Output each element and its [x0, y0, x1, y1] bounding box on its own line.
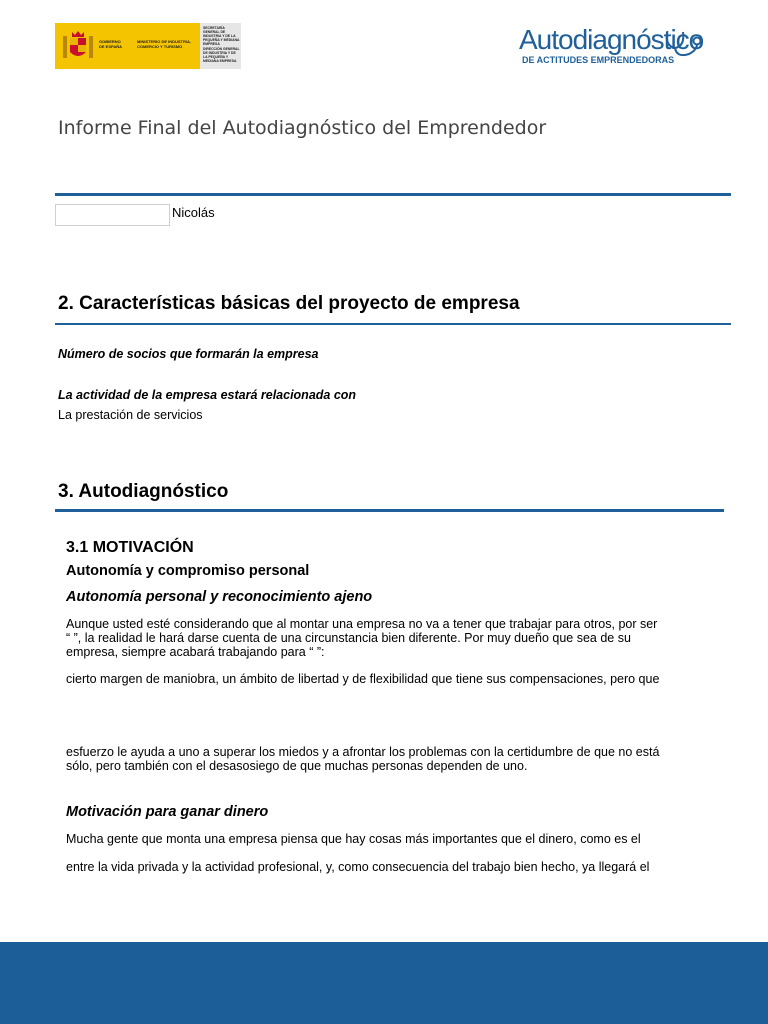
- autonomy-heading: Autonomía personal y reconocimiento ajeno: [66, 589, 373, 605]
- money-paragraph-1: Mucha gente que monta una empresa piensa que hay cosas más importantes que el dinero, como es el: [66, 832, 641, 846]
- gov-logo-dir-general: DIRECCIÓN GENERAL DE INDUSTRIA Y DE LA PEQUEÑA Y MEDIANA EMPRESA: [203, 47, 240, 63]
- activity-label: La actividad de la empresa estará relacionada con: [58, 388, 357, 402]
- name-field-box: [55, 204, 170, 226]
- gov-logo-line2: DE ESPAÑA: [99, 44, 123, 49]
- section2-divider: [55, 323, 731, 325]
- footer-band: [0, 942, 768, 1024]
- section3-divider: [55, 509, 724, 512]
- partners-label: Número de socios que formarán la empresa: [58, 347, 319, 361]
- gov-logo-line1: GOBIERNO: [99, 39, 121, 44]
- activity-value: La prestación de servicios: [58, 408, 203, 422]
- autonomy-paragraph-2: cierto margen de maniobra, un ámbito de libertad y de flexibilidad que tiene sus compensaciones, pero que: [66, 672, 660, 686]
- brand-logo-sub: DE ACTITUDES EMPRENDEDORAS: [522, 55, 675, 65]
- money-heading: Motivación para ganar dinero: [66, 804, 269, 820]
- autonomy-paragraph-1: Aunque usted esté considerando que al montar una empresa no va a tener que trabajar para otros, por ser “ ”, la realidad le hará darse cuenta de una circunstancia bien diferente. Por muy dueño que sea de su empresa, siempre acabará trabajando para “ ”:: [66, 617, 658, 659]
- brand-logo-main: Autodiagnóstico: [519, 24, 704, 55]
- autonomy-topic: Autonomía y compromiso personal: [66, 563, 310, 579]
- government-logo: [55, 23, 241, 69]
- gov-logo-ministry: MINISTERIO DE INDUSTRIA, COMERCIO Y TURISMO: [137, 39, 192, 49]
- gov-logo-secretariat: [200, 23, 241, 69]
- money-paragraph-2: entre la vida privada y la actividad profesional, y, como consecuencia del trabajo bien hecho, ya llegará el: [66, 860, 650, 874]
- gov-logo-sec-general: SECRETARÍA GENERAL DE INDUSTRIA Y DE LA PEQUEÑA Y MEDIANA EMPRESA: [203, 26, 240, 46]
- section2-heading: 2. Características básicas del proyecto de empresa: [58, 293, 520, 314]
- section3-heading: 3. Autodiagnóstico: [58, 481, 229, 502]
- title-divider: [55, 193, 731, 196]
- user-name: Nicolás: [172, 205, 215, 220]
- coat-of-arms-icon: [61, 28, 95, 64]
- motivation-heading: 3.1 MOTIVACIÓN: [66, 539, 194, 556]
- report-title: Informe Final del Autodiagnóstico del Emprendedor: [58, 117, 547, 139]
- autonomy-paragraph-3: esfuerzo le ayuda a uno a superar los miedos y a afrontar los problemas con la certidumbre de que no está sólo, pero también con el desasosiego de que muchas personas dependen de uno.: [66, 745, 660, 773]
